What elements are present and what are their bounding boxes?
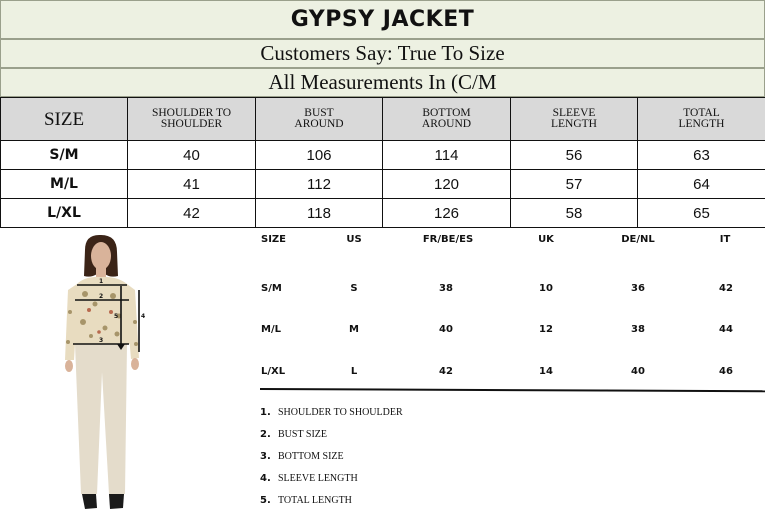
marker-label: 1: [99, 278, 104, 285]
table-cell: 57: [511, 170, 638, 199]
intl-size-cell: S/M: [261, 283, 282, 294]
intl-header-row: [258, 234, 765, 248]
intl-column-header: UK: [538, 234, 554, 245]
marker-label: 4: [141, 313, 146, 320]
table-cell: 44: [719, 324, 733, 335]
list-item: [260, 445, 560, 467]
fit-note-banner: [0, 39, 765, 68]
table-cell: 14: [539, 366, 553, 377]
marker-label: 2: [99, 293, 104, 300]
table-cell: 36: [631, 283, 645, 294]
list-item: [260, 489, 560, 511]
table-row: [258, 366, 765, 380]
size-measurement-table: [0, 97, 765, 228]
table-cell: 42: [439, 366, 453, 377]
table-cell: 58: [511, 199, 638, 228]
table-cell: 114: [383, 141, 511, 170]
marker-label: 5: [114, 313, 119, 320]
intl-column-header: SIZE: [261, 234, 287, 245]
table-cell: 63: [638, 141, 765, 170]
model-left-hand: [65, 360, 73, 372]
marker-label: 3: [99, 337, 104, 344]
table-cell: 42: [128, 199, 256, 228]
table-row: [1, 199, 765, 228]
intl-column-header: US: [346, 234, 362, 245]
column-header-shoulder: SHOULDER TO SHOULDER: [128, 98, 256, 141]
product-title: GYPSY JACKET: [290, 7, 475, 32]
table-cell: 38: [439, 283, 453, 294]
measurement-legend: [260, 401, 560, 511]
legend-number: 5.: [260, 494, 271, 506]
table-cell: 38: [631, 324, 645, 335]
table-cell: 120: [383, 170, 511, 199]
table-row: [1, 170, 765, 199]
model-right-hand: [131, 358, 139, 370]
column-header-sleeve: SLEEVE LENGTH: [511, 98, 638, 141]
table-cell: 126: [383, 199, 511, 228]
size-table-header-row: [1, 98, 765, 141]
model-right-shoe: [109, 494, 124, 509]
legend-number: 3.: [260, 450, 271, 462]
intl-column-header: DE/NL: [621, 234, 655, 245]
intl-size-cell: M/L: [261, 324, 281, 335]
table-cell: 42: [719, 283, 733, 294]
table-cell: 41: [128, 170, 256, 199]
table-cell: 64: [638, 170, 765, 199]
column-header-bottom: BOTTOM AROUND: [383, 98, 511, 141]
title-banner: [0, 0, 765, 39]
model-neck: [96, 267, 106, 277]
legend-label: BUST SIZE: [278, 428, 327, 440]
list-item: [260, 423, 560, 445]
size-cell: L/XL: [1, 199, 128, 228]
table-cell: 106: [256, 141, 383, 170]
table-row: [258, 324, 765, 338]
table-cell: 112: [256, 170, 383, 199]
table-cell: L: [350, 366, 358, 377]
table-cell: 56: [511, 141, 638, 170]
legend-label: SLEEVE LENGTH: [278, 472, 358, 484]
legend-label: TOTAL LENGTH: [278, 494, 352, 506]
legend-number: 4.: [260, 472, 271, 484]
table-cell: 46: [719, 366, 733, 377]
model-photo: [55, 232, 150, 520]
table-cell: M: [349, 324, 359, 335]
table-row: [1, 141, 765, 170]
model-trousers: [75, 344, 127, 494]
legend-label: SHOULDER TO SHOULDER: [278, 406, 403, 418]
size-cell: M/L: [1, 170, 128, 199]
intl-size-cell: L/XL: [261, 366, 286, 377]
intl-column-header: FR/BE/ES: [422, 234, 474, 245]
table-cell: 10: [539, 283, 553, 294]
list-item: [260, 401, 560, 423]
column-header-size: SIZE: [1, 98, 128, 141]
table-cell: 40: [631, 366, 645, 377]
column-header-bust: BUST AROUND: [256, 98, 383, 141]
legend-number: 1.: [260, 406, 271, 418]
table-row: [258, 283, 765, 297]
table-cell: S: [350, 283, 358, 294]
unit-note: All Measurements In (C/M: [268, 70, 497, 94]
size-cell: S/M: [1, 141, 128, 170]
unit-note-banner: [0, 68, 765, 97]
model-face: [91, 242, 111, 270]
fit-note: Customers Say: True To Size: [260, 41, 505, 65]
list-item: [260, 467, 560, 489]
table-cell: 12: [539, 324, 553, 335]
international-size-table: [258, 228, 765, 394]
table-cell: 65: [638, 199, 765, 228]
table-cell: 40: [439, 324, 453, 335]
model-left-shoe: [82, 494, 97, 509]
legend-label: BOTTOM SIZE: [278, 450, 344, 462]
intl-column-header: IT: [719, 234, 731, 245]
legend-number: 2.: [260, 428, 271, 440]
table-cell: 118: [256, 199, 383, 228]
table-cell: 40: [128, 141, 256, 170]
intl-table-divider: [260, 388, 765, 392]
model-right-sleeve: [127, 284, 139, 359]
column-header-total: TOTAL LENGTH: [638, 98, 765, 141]
